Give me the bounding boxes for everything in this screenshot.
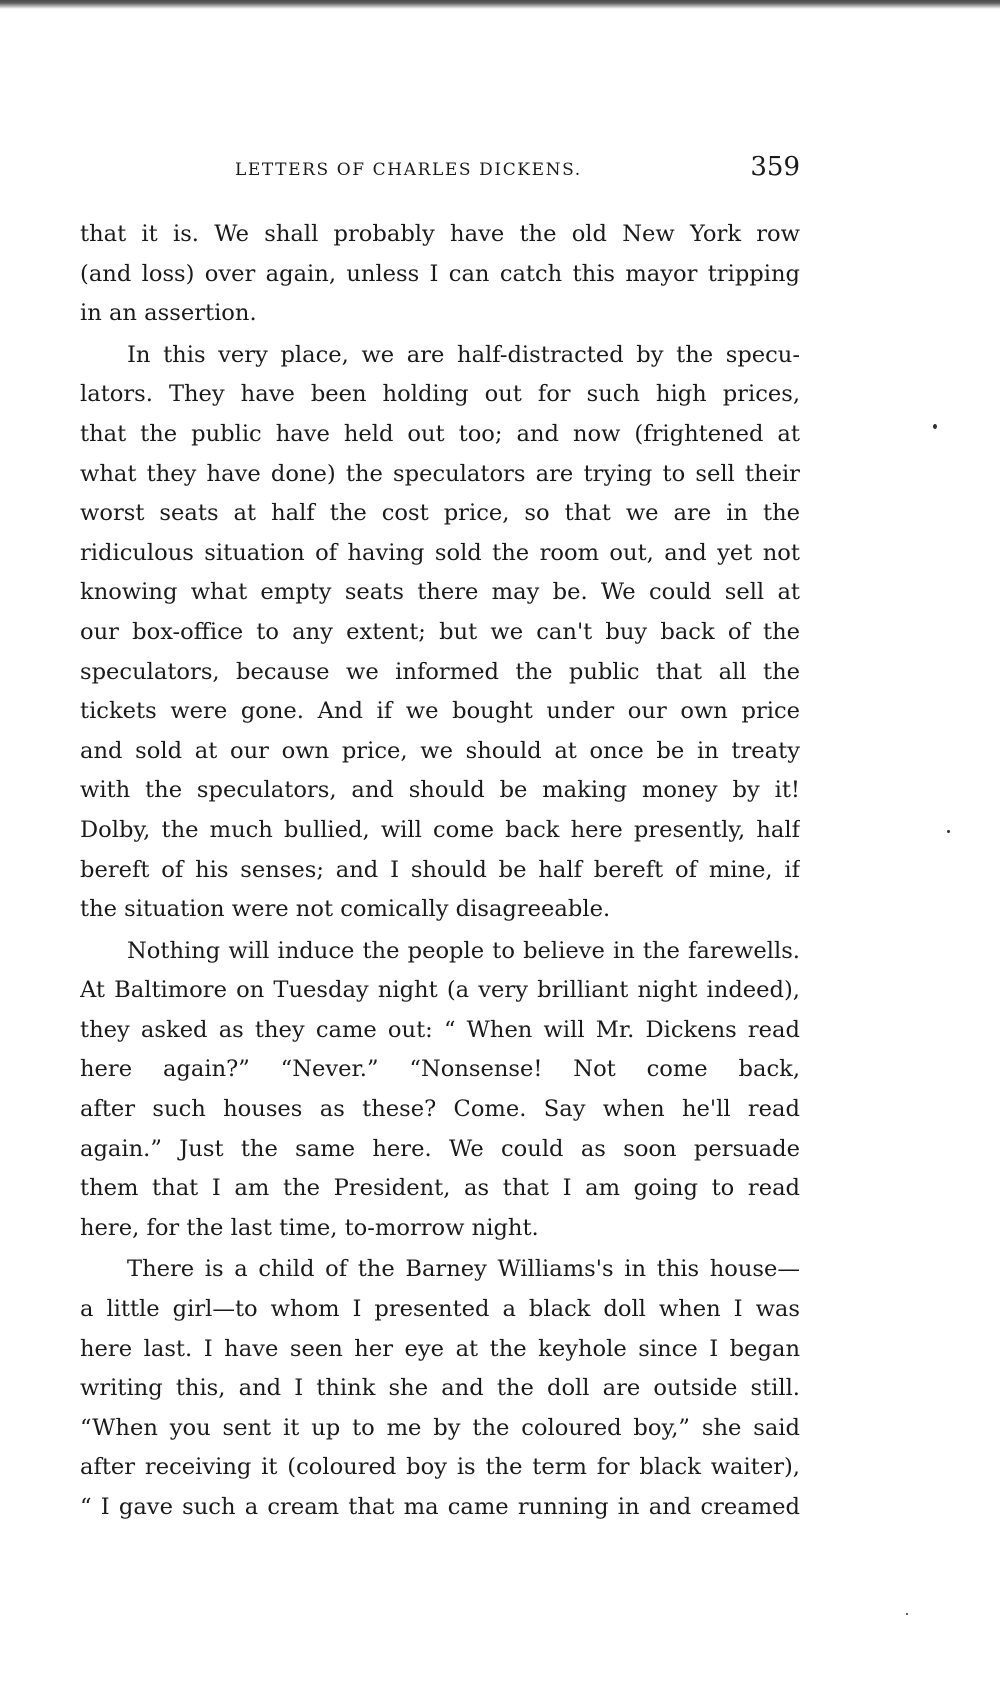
text-line: after receiving it (coloured boy is the term for black waiter), <box>80 1454 800 1481</box>
page-number: 359 <box>750 152 800 182</box>
text-line: in an assertion. <box>80 300 257 327</box>
paragraph-1 <box>80 215 800 334</box>
text-line: the situation were not comically disagreeable. <box>80 896 611 923</box>
text-line: In this very place, we are half-distracted by the specu- <box>127 341 800 368</box>
text-line: with the speculators, and should be making money by it! <box>80 777 800 804</box>
text-line: they asked as they came out: “ When will Mr. Dickens read <box>80 1016 800 1043</box>
body-text <box>80 215 800 1530</box>
page-header <box>80 150 800 190</box>
text-line: worst seats at half the cost price, so that we are in the <box>80 500 800 527</box>
scan-speck <box>947 830 950 833</box>
text-line: and sold at our own price, we should at once be in treaty <box>80 737 800 764</box>
text-line: “ I gave such a cream that ma came running in and creamed <box>80 1494 800 1520</box>
text-line: tickets were gone. And if we bought under our own price <box>80 698 800 725</box>
text-line: here again?” “Never.” “Nonsense! Not come back, <box>80 1056 800 1083</box>
text-line: (and loss) over again, unless I can catch this mayor tripping <box>80 260 800 287</box>
text-line: here last. I have seen her eye at the keyhole since I began <box>80 1335 800 1362</box>
paragraph-4 <box>80 1250 800 1527</box>
text-line: Nothing will induce the people to believe in the farewells. <box>127 937 800 964</box>
text-line: knowing what empty seats there may be. We could sell at <box>80 579 800 606</box>
scan-speck <box>933 424 937 429</box>
text-line: them that I am the President, as that I am going to read <box>80 1175 800 1202</box>
text-line: ridiculous situation of having sold the room out, and yet not <box>80 539 800 566</box>
text-line: “When you sent it up to me by the coloured boy,” she said <box>80 1414 800 1441</box>
text-line: writing this, and I think she and the doll are outside still. <box>80 1375 800 1402</box>
text-line: that the public have held out too; and now (frightened at <box>80 420 800 447</box>
paragraph-2 <box>80 336 800 930</box>
text-line: here, for the last time, to-morrow night. <box>80 1214 539 1241</box>
page-top-edge-scan-shadow <box>0 0 1000 10</box>
text-line: speculators, because we informed the public that all the <box>80 658 800 685</box>
text-line: bereft of his senses; and I should be half bereft of mine, if <box>80 856 800 883</box>
text-line: lators. They have been holding out for such high prices, <box>80 381 800 408</box>
text-line: At Baltimore on Tuesday night (a very brilliant night indeed), <box>80 977 800 1004</box>
text-line: Dolby, the much bullied, will come back here presently, half <box>80 816 800 843</box>
text-line: again.” Just the same here. We could as soon persuade <box>80 1135 800 1162</box>
paragraph-3 <box>80 932 800 1249</box>
scan-speck <box>906 1613 908 1615</box>
text-line: There is a child of the Barney Williams's in this house— <box>127 1256 800 1283</box>
text-line: that it is. We shall probably have the old New York row <box>80 221 800 247</box>
text-line: our box-office to any extent; but we can't buy back of the <box>80 618 800 645</box>
text-line: a little girl—to whom I presented a black doll when I was <box>80 1296 800 1323</box>
text-line: what they have done) the speculators are trying to sell their <box>80 460 800 487</box>
text-line: after such houses as these? Come. Say when he'll read <box>80 1096 800 1123</box>
running-title: LETTERS OF CHARLES DICKENS. <box>235 160 582 180</box>
